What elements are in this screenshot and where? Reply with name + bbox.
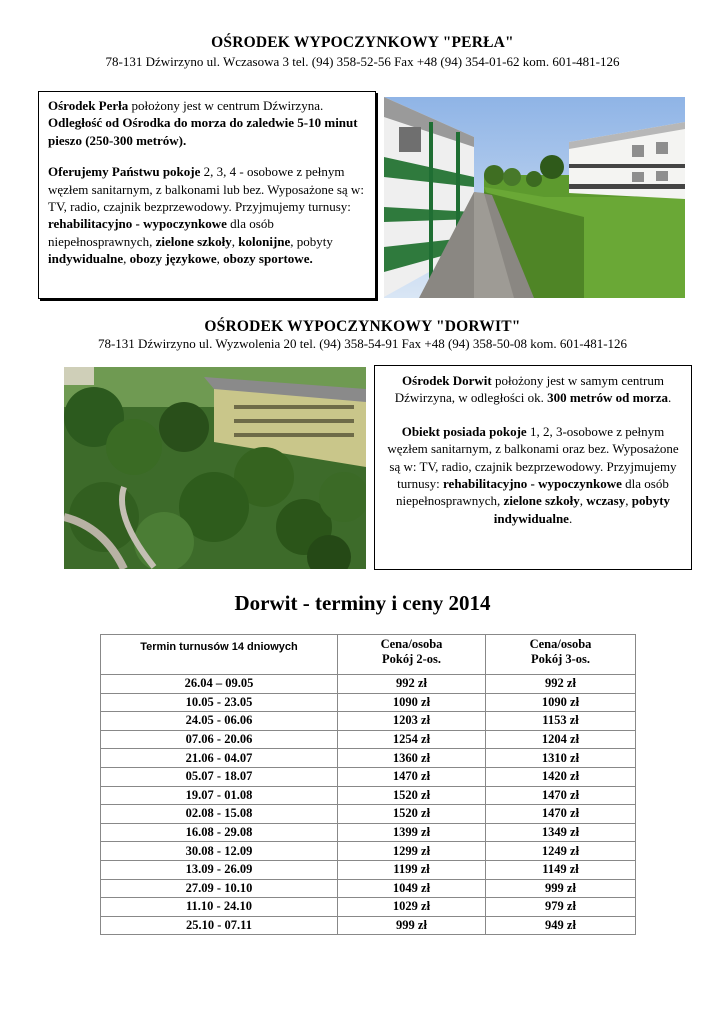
dorwit-intro	[385, 372, 681, 407]
table-row	[101, 712, 636, 731]
price-3os-cell: 1249 zł	[486, 842, 636, 861]
perla-description-box	[38, 91, 376, 299]
perla-intro-rest: położony jest w centrum Dźwirzyna.	[128, 98, 324, 113]
dorwit-text-fragment: .	[568, 510, 573, 526]
dorwit-turnus-indywidualne: pobyty indywidualne	[493, 493, 671, 526]
price-3os-cell: 1470 zł	[486, 786, 636, 805]
perla-separator: ,	[123, 251, 130, 267]
table-row	[101, 805, 636, 824]
term-cell: 24.05 - 06.06	[101, 712, 338, 731]
dorwit-separator: ,	[579, 493, 587, 509]
dorwit-title: OŚRODEK WYPOCZYNKOWY "DORWIT"	[204, 318, 521, 335]
price-3os-cell: 992 zł	[486, 675, 636, 694]
perla-separator: ,	[231, 233, 239, 249]
dorwit-distance: 300 metrów od morza	[547, 390, 669, 406]
term-cell: 30.08 - 12.09	[101, 842, 338, 861]
price-3os-cell: 1149 zł	[486, 860, 636, 879]
table-row	[101, 823, 636, 842]
price-2os-cell: 1199 zł	[338, 860, 486, 879]
price-2os-cell: 1520 zł	[338, 786, 486, 805]
price-3os-cell: 1470 zł	[486, 805, 636, 824]
perla-turnus-sportowe: obozy sportowe.	[223, 251, 313, 267]
perla-distance	[48, 114, 368, 149]
price-2os-cell: 1299 zł	[338, 842, 486, 861]
table-row	[101, 860, 636, 879]
term-cell: 10.05 - 23.05	[101, 693, 338, 712]
header-term: Termin turnusów 14 dniowych	[101, 635, 338, 675]
perla-turnus-kolonijne: kolonijne	[238, 233, 291, 249]
price-2os-cell: 1399 zł	[338, 823, 486, 842]
term-cell: 26.04 – 09.05	[101, 675, 338, 694]
dorwit-offer-rest: 1, 2, 3-osobowe z pełnym węzłem sanitarnym, z balkonami oraz bez. Wyposażone są w: TV, radio, czajnik bezprzewodowy. Przyjmujemy turnusy:	[387, 423, 679, 492]
price-3os-cell: 1310 zł	[486, 749, 636, 768]
perla-text-fragment: dla osób niepełnosprawnych,	[48, 216, 274, 249]
price-2os-cell: 1360 zł	[338, 749, 486, 768]
perla-offer-rest: 2, 3, 4 - osobowe z pełnym węzłem sanitarnym, z balkonami lub bez. Wyposażone są w: TV, radio, czajnik bezprzewodowy. Przyjmujemy turnusy:	[48, 164, 364, 215]
dorwit-description-box	[374, 365, 692, 570]
perla-intro	[48, 97, 368, 114]
term-cell: 07.06 - 20.06	[101, 730, 338, 749]
perla-separator: ,	[216, 251, 224, 267]
perla-turnus-rehab: rehabilitacyjno - wypoczynkowe	[48, 216, 227, 232]
term-cell: 13.09 - 26.09	[101, 860, 338, 879]
perla-offer	[48, 163, 368, 267]
price-3os-cell: 1349 zł	[486, 823, 636, 842]
perla-text-fragment: , pobyty	[290, 233, 333, 249]
table-row	[101, 693, 636, 712]
perla-turnus-jezykowe: obozy językowe	[129, 251, 217, 267]
price-2os-cell: 1254 zł	[338, 730, 486, 749]
dorwit-text-fragment: .	[668, 390, 672, 406]
term-cell: 16.08 - 29.08	[101, 823, 338, 842]
dorwit-address: 78-131 Dźwirzyno ul. Wyzwolenia 20 tel. (94) 358-54-91 Fax +48 (94) 358-50-08 kom. 601-481-126	[97, 336, 628, 351]
pricing-table	[100, 634, 636, 935]
price-3os-cell: 1420 zł	[486, 767, 636, 786]
dorwit-aerial-photo	[64, 367, 366, 569]
price-2os-cell: 1049 zł	[338, 879, 486, 898]
table-row	[101, 898, 636, 917]
price-2os-cell: 999 zł	[338, 916, 486, 935]
term-cell: 19.07 - 01.08	[101, 786, 338, 805]
dorwit-separator: ,	[625, 493, 632, 509]
perla-turnus-zielone: zielone szkoły	[155, 233, 232, 249]
table-row	[101, 879, 636, 898]
perla-distance-text: Odległość od Ośrodka do morza do zaledwie 5-10 minut pieszo (250-300 metrów).	[48, 115, 358, 148]
perla-turnus-indywidualne: indywidualne	[48, 251, 124, 267]
header-price-3os: Cena/osoba Pokój 3-os.	[486, 635, 636, 675]
price-2os-cell: 992 zł	[338, 675, 486, 694]
header-price-2os: Cena/osoba Pokój 2-os.	[338, 635, 486, 675]
table-row	[101, 749, 636, 768]
price-3os-cell: 1090 zł	[486, 693, 636, 712]
dorwit-turnus-wczasy: wczasy	[586, 493, 626, 509]
dorwit-turnus-zielone: zielone szkoły	[503, 493, 580, 509]
price-3os-cell: 1204 zł	[486, 730, 636, 749]
dorwit-text-fragment: dla osób niepełnosprawnych,	[395, 476, 669, 509]
perla-building-photo	[384, 97, 685, 298]
price-2os-cell: 1470 zł	[338, 767, 486, 786]
dorwit-intro-rest: położony jest w samym centrum Dźwirzyna, w odległości ok.	[394, 373, 664, 406]
dorwit-turnus-rehab: rehabilitacyjno - wypoczynkowe	[443, 476, 622, 492]
term-cell: 02.08 - 15.08	[101, 805, 338, 824]
dorwit-offer	[385, 423, 681, 527]
price-2os-cell: 1520 zł	[338, 805, 486, 824]
term-cell: 25.10 - 07.11	[101, 916, 338, 935]
term-cell: 11.10 - 24.10	[101, 898, 338, 917]
perla-address: 78-131 Dźwirzyno ul. Wczasowa 3 tel. (94) 358-52-56 Fax +48 (94) 354-01-62 kom. 601-481-126	[105, 54, 620, 69]
price-3os-cell: 999 zł	[486, 879, 636, 898]
table-row	[101, 786, 636, 805]
table-row	[101, 675, 636, 694]
table-row	[101, 916, 636, 935]
price-2os-cell: 1090 zł	[338, 693, 486, 712]
price-2os-cell: 1029 zł	[338, 898, 486, 917]
term-cell: 05.07 - 18.07	[101, 767, 338, 786]
price-3os-cell: 979 zł	[486, 898, 636, 917]
pricing-title: Dorwit - terminy i ceny 2014	[234, 591, 491, 615]
pricing-table-body	[101, 675, 636, 935]
price-2os-cell: 1203 zł	[338, 712, 486, 731]
term-cell: 21.06 - 04.07	[101, 749, 338, 768]
perla-intro-bold: Ośrodek Perła	[48, 98, 129, 113]
dorwit-intro-bold: Ośrodek Dorwit	[402, 373, 492, 388]
price-3os-cell: 949 zł	[486, 916, 636, 935]
term-cell: 27.09 - 10.10	[101, 879, 338, 898]
table-header-row	[101, 635, 636, 675]
table-row	[101, 730, 636, 749]
perla-offer-bold: Oferujemy Państwu pokoje	[48, 164, 201, 180]
price-3os-cell: 1153 zł	[486, 712, 636, 731]
table-row	[101, 767, 636, 786]
perla-title: OŚRODEK WYPOCZYNKOWY "PERŁA"	[211, 34, 514, 51]
table-row	[101, 842, 636, 861]
dorwit-offer-bold: Obiekt posiada pokoje	[401, 423, 527, 439]
